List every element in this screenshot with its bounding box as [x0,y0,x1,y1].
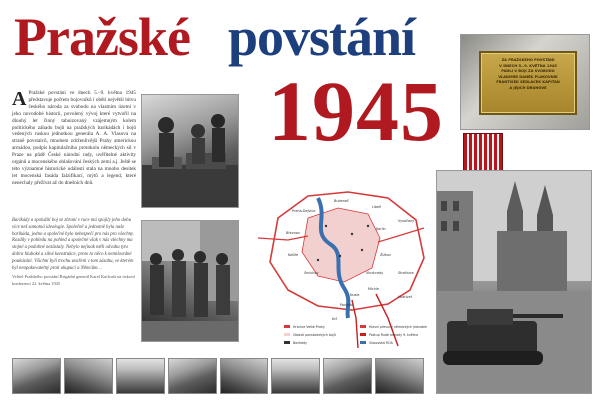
thumbnail-photo [375,358,424,394]
plaque-line: VLADIMÍR DANĚK PLUKOVNÍK [498,74,558,79]
title-word-prazske: Pražské [14,7,190,67]
old-town-tank-illustration [437,171,591,393]
insurgents-illustration [142,221,238,341]
title-word-povstani: povstání [228,7,416,67]
map-district-label: Michle [368,287,379,291]
map-district-label: Nusle [350,293,360,297]
map-district-label: Smíchov [304,271,319,275]
photo-insurgents-group [141,220,239,342]
quote-block [12,218,136,288]
legend-swatch [284,333,290,336]
legend-label: Barikády [293,341,307,345]
quote-signature: Velitel Pražského povstání Brigádní generál Karel Kutlvašr na tiskové konferenci 22. května 1945 [12,274,136,287]
thumbnail-photo [323,358,372,394]
legend-label: Oblasti povstaleckých bojů [293,333,336,337]
intro-text-block [12,90,136,187]
map-district-label: Karlín [376,227,386,231]
legend-label: Postup Rudé armády 9. května [369,333,418,337]
map-district-label: Strašnice [398,271,414,275]
map-district-label: Pankrác [340,303,354,307]
legend-swatch [284,325,290,328]
thumbnail-photo [271,358,320,394]
prague-uprising-map [248,178,434,358]
plaque-line: FRANTIŠEK SEDLÁČEK KAPITÁN [496,80,560,85]
legend-label: Vlasovská ROA [369,341,393,345]
map-district-label: Žižkov [380,253,391,257]
map-district-label: Vinohrady [366,271,384,275]
barricade-illustration [142,95,238,207]
map-district-label: Vysočany [398,219,415,223]
plaque-line: A JEJICH DRUHOVÉ [509,85,547,90]
photo-tank-old-town [436,170,592,394]
photo-thumbnail-strip [12,358,424,392]
plaque-line: PADLI V BOJI ZA SVOBODU [501,69,555,74]
legend-swatch [360,325,366,328]
thumbnail-photo [64,358,113,394]
legend-label: Hranice Velké Prahy [293,325,325,329]
legend-swatch [284,341,290,344]
map-district-label: Bubeneč [334,199,349,203]
photo-barricade-fighters [141,94,239,208]
thumbnail-photo [12,358,61,394]
map-district-label: Praha-Dejvice [292,209,316,213]
plaque-text [485,58,571,92]
map-district-label: Břevnov [286,231,300,235]
plaque-line: ZA PRAŽSKÉHO POVSTÁNÍ [501,58,555,62]
map-district-label: Hostivař [398,295,413,299]
quote-text: Barikády a spolužití boj se zbraní v ruce má spojily jeho dobu více než samotná ideologie. Společně a jednotně byla naše barikáda, jedno a společné bylo nebezpečí pro nás pro všechny. Rozdíly v pohledu na pohled a společné však v nás všechny ma stojné a podobné nezůstaly. Nebylo nejinak měli odvahu tyto dobra hluboké a silné konstrukce, proto to něco k nemilosrdné poukázání. Všichni byli trochu uvařeni v tom zásahu, ve kterém byl neopakovatelný proti okupaci a Němcům… [12,218,135,271]
thumbnail-photo [168,358,217,394]
legend-swatch [360,341,366,344]
memorial-plaque-photo [460,34,590,130]
map-district-label: Košíře [288,253,299,257]
drop-cap: A [12,88,27,110]
map-district-label: Krč [332,317,338,321]
intro-paragraph: Pražské povstání ve dnech 5.–9. května 1945 představuje počtem bojovníků i obětí největší bitvu českého národa za svobodu na vlastním území v jeho novodobé historii, povolený vývoj které vytvořil na dlouhý let činný tabuizovaný vzájemným kolem politického záhadu bojů na pražských barikádách i bojů vedených ruskou jednotkou generála A. A. Vlasova na straně povstalců, mnohem zdrženlivější Prahy americkou armádou, podpis kapitulačního protokolu německých sil v Praze na půdě České národní rady, uvěřitelné aktivity orgánů a mocenského ohlašování českých zemí a.j. Ještě se této významné historické události stala na mnoho desítek let mocenská fasáda falzifikací, mýtů a legend, které nenechaly přežívat až do dnešních dnů. [12,90,136,186]
memorial-plaque [479,51,577,115]
plaque-line: V DNECH 5.–9. KVĚTNA 1945 [499,63,557,68]
title-year: 1945 [268,63,444,159]
map-district-label: Libeň [372,205,382,209]
thumbnail-photo [116,358,165,394]
thumbnail-photo [220,358,269,394]
legend-swatch [360,333,366,336]
legend-label: Hlavní přesuny německých jednotek [369,325,427,329]
